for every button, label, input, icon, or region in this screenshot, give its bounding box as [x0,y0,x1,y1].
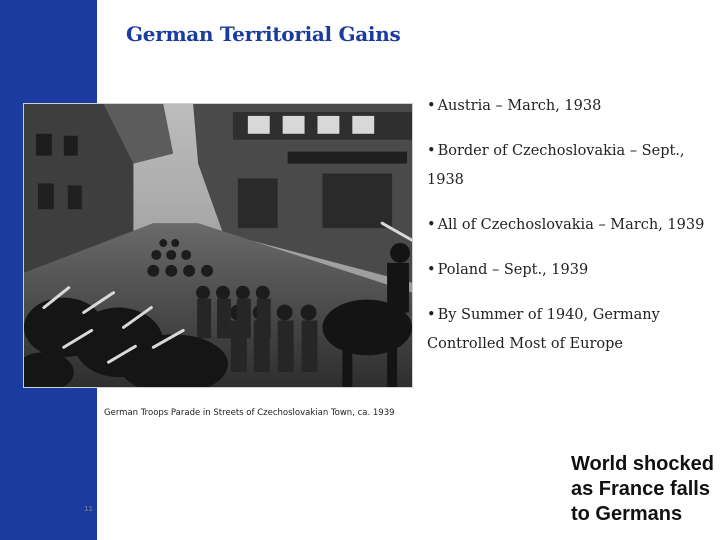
bullet-dot: • [427,262,436,278]
slide-title: German Territorial Gains [126,22,401,46]
bullet-text: By Summer of 1940, Germany Controlled Most of Europe [427,307,660,352]
bullet-text: All of Czechoslovakia – March, 1939 [437,217,705,233]
bullet-dot: • [427,98,436,114]
parade-photo-image [24,104,412,387]
bullet-dot: • [427,217,436,233]
bullet-item [427,92,717,121]
bullet-item [427,256,717,285]
bullet-list [427,92,717,359]
page-number: 11 [84,505,93,513]
bullet-text: Austria – March, 1938 [437,98,602,114]
bullet-item [427,301,717,359]
photo-caption: German Troops Parade in Streets of Czechoslovakian Town, ca. 1939 [104,408,395,418]
bullet-item [427,211,717,240]
parade-photo [23,103,413,388]
callout-text: World shocked as France falls to Germans [571,453,714,525]
bullet-text: Poland – Sept., 1939 [437,262,589,278]
bullet-dot: • [427,143,436,159]
bullet-dot: • [427,307,436,323]
bullet-text: Border of Czechoslovakia – Sept., 1938 [427,143,685,188]
bullet-item [427,137,717,195]
